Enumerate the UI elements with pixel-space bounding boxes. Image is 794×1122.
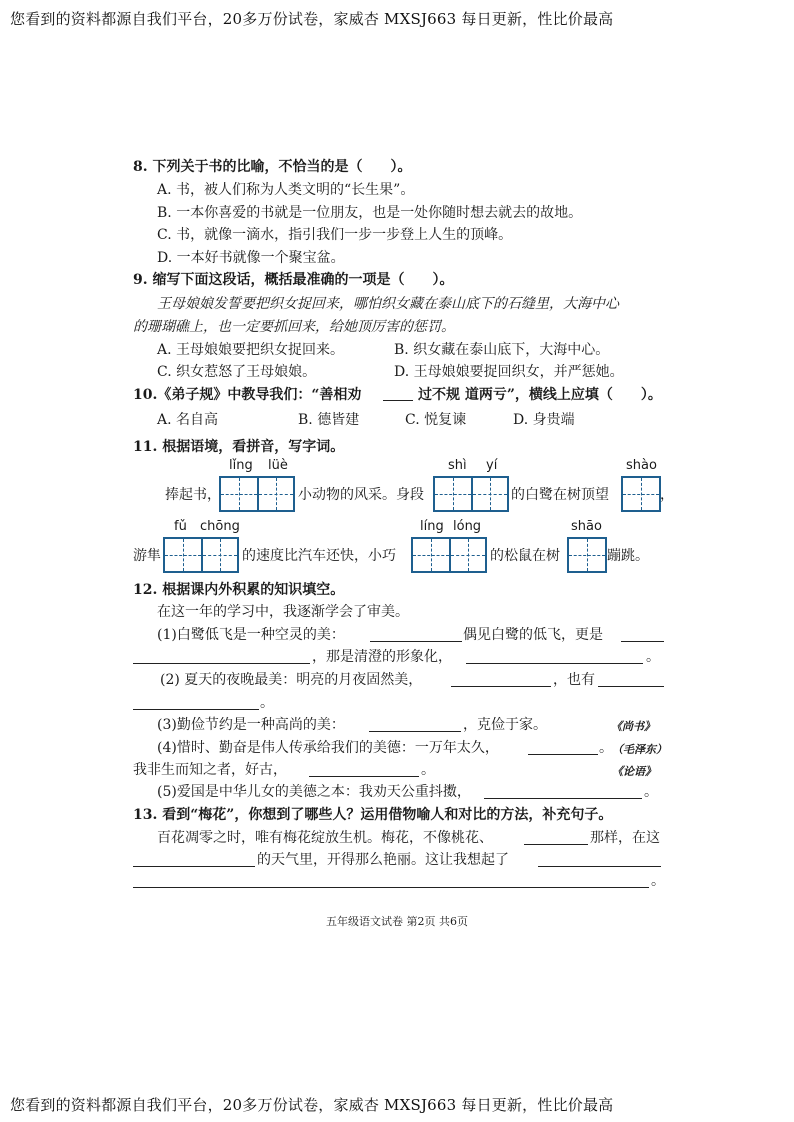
q11-row1-text-d: ， <box>660 487 674 503</box>
pinyin-shi: shì <box>448 458 467 473</box>
q12-item5-end: 。 <box>644 784 658 800</box>
q12-item4-part1: (4)惜时、勤奋是伟人传承给我们的美德：一万年太久， <box>157 740 499 756</box>
q12-item4-blank2[interactable] <box>309 776 419 777</box>
writing-grid-shao[interactable] <box>621 476 661 512</box>
pinyin-chong: chōng <box>200 519 240 534</box>
q12-item3-source: 《尚书》 <box>611 720 655 733</box>
q11-row2-text-b: 的速度比汽车还快，小巧 <box>242 548 396 564</box>
writing-grid-fuchong[interactable] <box>163 537 239 573</box>
q12-item1-blank1[interactable] <box>370 641 462 642</box>
writing-cell[interactable] <box>165 539 201 571</box>
writing-cell[interactable] <box>221 478 257 510</box>
q13-line1-part2: 那样，在这 <box>590 830 660 846</box>
q12-item2-blank3[interactable] <box>133 709 259 710</box>
q9-option-b: B. 织女藏在泰山底下，大海中心。 <box>394 342 610 358</box>
bottom-banner: 您看到的资料都源自我们平台，20多万份试卷，家威杏 MXSJ663 每日更新，性比价最高 <box>10 1096 614 1114</box>
q13-blank4[interactable] <box>133 887 649 888</box>
page-footer: 五年级语文试卷 第2页 共6页 <box>326 915 468 928</box>
q10-option-b: B. 德皆建 <box>298 412 360 428</box>
q8-option-a: A. 书，被人们称为人类文明的“长生果”。 <box>157 182 415 198</box>
q9-passage-line2: 的珊瑚礁上，也一定要抓回来，给她顶厉害的惩罚。 <box>133 319 455 335</box>
q10-option-c: C. 悦复谏 <box>405 412 467 428</box>
writing-grid-linglong[interactable] <box>411 537 487 573</box>
q12-item4-source: （毛泽东） <box>612 743 667 756</box>
q13-blank3[interactable] <box>538 866 661 867</box>
pinyin-shao: shào <box>626 458 657 473</box>
q11-row1-text-c: 的白鹭在树顶望 <box>511 487 609 503</box>
q12-item1-part2: 偶见白鹭的低飞，更是 <box>463 627 603 643</box>
q13-line2-part1: 的天气里，开得那么艳丽。这让我想起了 <box>257 852 509 868</box>
writing-cell[interactable] <box>623 478 659 510</box>
q12-item1-blank3[interactable] <box>133 663 310 664</box>
q11-row2-text-c: 的松鼠在树 <box>490 548 560 564</box>
q8-option-d: D. 一本好书就像一个聚宝盆。 <box>157 250 345 266</box>
q13-blank2[interactable] <box>133 866 255 867</box>
q12-item3-part1: (3)勤俭节约是一种高尚的美： <box>157 717 345 733</box>
q9-option-a: A. 王母娘娘要把织女捉回来。 <box>157 342 345 358</box>
q12-item3-part2: ，克俭于家。 <box>463 717 547 733</box>
q12-stem: 12. 根据课内外积累的知识填空。 <box>133 582 345 598</box>
q12-item2-blank2[interactable] <box>598 686 664 687</box>
q8-option-c: C. 书，就像一滴水，指引我们一步一步登上人生的顶峰。 <box>157 227 513 243</box>
q12-item1-part1: (1)白鹭低飞是一种空灵的美： <box>157 627 345 643</box>
q12-item5-blank[interactable] <box>484 798 642 799</box>
q12-item4-source2: 《论语》 <box>612 765 656 778</box>
top-banner: 您看到的资料都源自我们平台，20多万份试卷，家威杏 MXSJ663 每日更新，性比价最高 <box>10 10 614 28</box>
q12-item3-blank[interactable] <box>369 731 461 732</box>
writing-cell[interactable] <box>569 539 605 571</box>
q10-stem-part1: 10.《弟子规》中教导我们：“善相劝 <box>133 387 362 403</box>
writing-cell[interactable] <box>435 478 471 510</box>
pinyin-lue: lüè <box>268 458 288 473</box>
q8-stem: 8. 下列关于书的比喻，不恰当的是（ ）。 <box>133 159 412 175</box>
q12-item2-part2: ，也有 <box>553 672 595 688</box>
writing-grid-shao2[interactable] <box>567 537 607 573</box>
q9-stem: 9. 缩写下面这段话，概括最准确的一项是（ ）。 <box>133 272 454 288</box>
pinyin-ling: lǐng <box>229 458 253 473</box>
q9-option-c: C. 织女惹怒了王母娘娘。 <box>157 364 317 380</box>
q11-row1-text-a: 捧起书， <box>165 487 221 503</box>
q12-intro: 在这一年的学习中，我逐渐学会了审美。 <box>157 604 409 620</box>
q11-stem: 11. 根据语境，看拼音，写字词。 <box>133 439 345 455</box>
q12-item1-end: 。 <box>646 649 660 665</box>
writing-cell[interactable] <box>449 539 485 571</box>
q13-blank1[interactable] <box>524 844 588 845</box>
q13-end: 。 <box>651 873 665 889</box>
q9-passage-line1: 王母娘娘发誓要把织女捉回来，哪怕织女藏在泰山底下的石缝里，大海中心 <box>157 296 619 312</box>
pinyin-ling2: líng <box>420 519 444 534</box>
q12-item4-blank1[interactable] <box>528 754 598 755</box>
q12-item2-blank1[interactable] <box>451 686 551 687</box>
writing-cell[interactable] <box>471 478 507 510</box>
q10-option-a: A. 名自高 <box>157 412 219 428</box>
pinyin-fu: fǔ <box>174 519 187 534</box>
q12-item1-blank4[interactable] <box>466 663 643 664</box>
writing-cell[interactable] <box>413 539 449 571</box>
q12-item1-part3: ，那是清澄的形象化， <box>312 649 452 665</box>
q10-blank[interactable] <box>383 400 413 401</box>
q13-line1-part1: 百花凋零之时，唯有梅花绽放生机。梅花，不像桃花、 <box>157 830 493 846</box>
q12-item4-end1: 。 <box>599 740 613 756</box>
q9-option-d: D. 王母娘娘要捉回织女，并严惩她。 <box>394 364 624 380</box>
pinyin-long: lóng <box>453 519 482 534</box>
q10-option-d: D. 身贵端 <box>513 412 575 428</box>
writing-grid-linglue[interactable] <box>219 476 295 512</box>
q10-stem-part2: 过不规 道两亏”，横线上应填（ ）。 <box>418 387 662 403</box>
q12-item5-part1: (5)爱国是中华儿女的美德之本：我劝天公重抖擞， <box>157 784 471 800</box>
q12-item4-part2: 我非生而知之者，好古， <box>133 762 287 778</box>
q11-row1-text-b: 小动物的风采。身段 <box>298 487 424 503</box>
q12-item1-blank2[interactable] <box>621 641 664 642</box>
writing-cell[interactable] <box>201 539 237 571</box>
q13-stem: 13. 看到“梅花”，你想到了哪些人？运用借物喻人和对比的方法，补充句子。 <box>133 807 613 823</box>
q8-option-b: B. 一本你喜爱的书就是一位朋友，也是一处你随时想去就去的故地。 <box>157 205 583 221</box>
pinyin-shao2: shāo <box>571 519 602 534</box>
q12-item4-end2: 。 <box>421 762 435 778</box>
writing-grid-shiyi[interactable] <box>433 476 509 512</box>
q11-row2-text-d: 蹦跳。 <box>607 548 649 564</box>
q12-item2-part1: (2) 夏天的夜晚最美：明亮的月夜固然美， <box>160 672 423 688</box>
q12-item2-end: 。 <box>260 695 274 711</box>
q11-row2-text-a: 游隼 <box>133 548 161 564</box>
pinyin-yi: yí <box>486 458 498 473</box>
writing-cell[interactable] <box>257 478 293 510</box>
